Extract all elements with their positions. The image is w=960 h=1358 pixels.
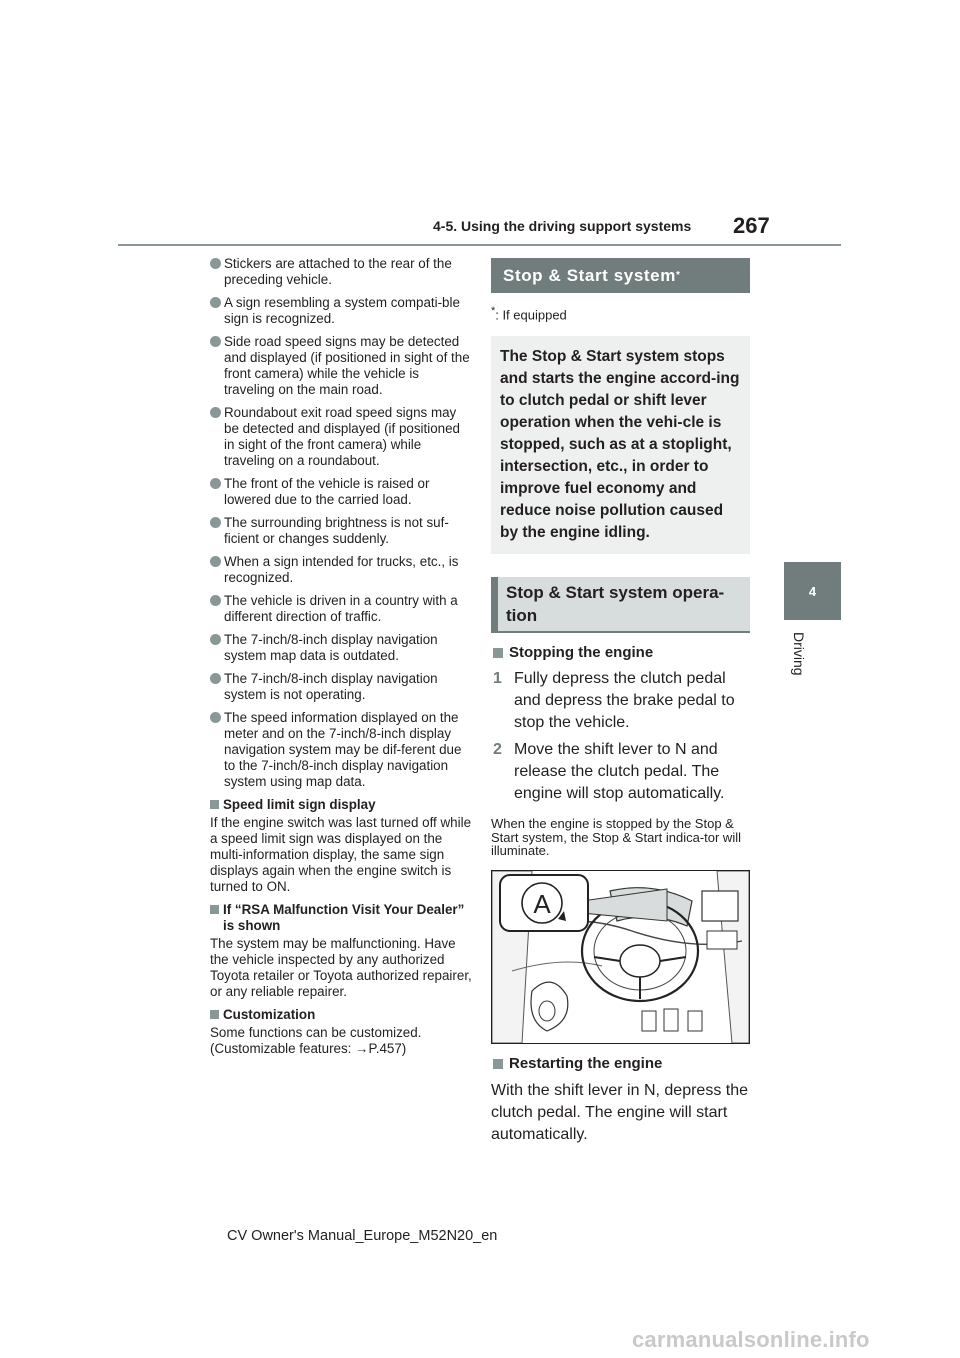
list-item: When a sign intended for trucks, etc., is recognized. (210, 554, 472, 586)
bullet-icon (210, 478, 221, 489)
footnote-text: : If equipped (495, 307, 567, 323)
list-item: The 7-inch/8-inch display navigation system map data is outdated. (210, 632, 472, 664)
intro-box: The Stop & Start system stops and starts the engine accord-ing to clutch pedal or shift lever operation when the vehi-cle is stopped, such as at a stoplight, intersection, etc., in order to improve fuel economy and reduce noise pollution caused by the engine idling. (491, 336, 750, 554)
speed-limit-text: If the engine switch was last turned off while a speed limit sign was displayed on the multi-information display, the same sign displays again when the engine switch is turned to ON. (210, 815, 472, 894)
page-number: 267 (733, 213, 770, 238)
bullet-icon (210, 556, 221, 567)
step-item (491, 668, 750, 734)
left-column (210, 256, 472, 1064)
bullet-icon (210, 336, 221, 347)
section-title: Stop & Start system (503, 265, 676, 285)
bullet-icon (210, 517, 221, 528)
condition-list (210, 256, 472, 790)
list-item: Roundabout exit road speed signs may be detected and displayed (if positioned in sight of the front camera) while traveling on a roundabout. (210, 405, 472, 469)
step-number: 1 (493, 670, 502, 688)
customization-heading: Customization (210, 1007, 472, 1023)
operation-section-title: Stop & Start system opera-tion (491, 577, 750, 633)
step-text: Move the shift lever to N and release the clutch pedal. The engine will stop automatically. (514, 741, 725, 803)
right-column (491, 258, 750, 1146)
section-title-bar (491, 258, 750, 293)
step-number: 2 (493, 741, 502, 759)
step-item (491, 739, 750, 805)
speed-limit-heading: Speed limit sign display (210, 797, 472, 813)
chapter-label: Driving (791, 632, 807, 676)
chapter-number: 4 (808, 583, 817, 599)
running-header: 4-5. Using the driving support systems (433, 218, 692, 234)
square-bullet-icon (210, 905, 219, 914)
header-divider (118, 244, 841, 246)
bullet-icon (210, 407, 221, 418)
footnote (491, 305, 750, 322)
list-item: The 7-inch/8-inch display navigation system is not operating. (210, 671, 472, 703)
steering-wheel-illustration (492, 871, 749, 1043)
rsa-heading: If “RSA Malfunction Visit Your Dealer” is shown (210, 902, 472, 934)
bullet-icon (210, 595, 221, 606)
list-item: The vehicle is driven in a country with a different direction of traffic. (210, 593, 472, 625)
restarting-heading: Restarting the engine (491, 1054, 750, 1074)
footnote-mark: * (491, 305, 496, 317)
footer-manual-title: CV Owner's Manual_Europe_M52N20_en (227, 1228, 498, 1244)
section-asterisk: * (675, 270, 681, 281)
bullet-icon (210, 634, 221, 645)
stopping-heading: Stopping the engine (491, 643, 750, 663)
figure-callout-label: A (533, 888, 551, 919)
customization-text: Some functions can be customized. (Customizable features: →P.457) (210, 1025, 422, 1056)
rsa-text: The system may be malfunctioning. Have the vehicle inspected by any authorized Toyota retailer or Toyota authorized repairer, or any reliable repairer. (210, 936, 472, 999)
list-item: The front of the vehicle is raised or lowered due to the carried load. (210, 476, 472, 508)
step-text: Fully depress the clutch pedal and depress the brake pedal to stop the vehicle. (514, 670, 735, 732)
bullet-icon (210, 673, 221, 684)
list-item: Stickers are attached to the rear of the preceding vehicle. (210, 256, 472, 288)
bullet-icon (210, 712, 221, 723)
restarting-text: With the shift lever in N, depress the clutch pedal. The engine will start automatically. (491, 1081, 748, 1143)
bullet-icon (210, 258, 221, 269)
list-item: The surrounding brightness is not suf-ficient or changes suddenly. (210, 515, 472, 547)
chapter-tab[interactable] (784, 562, 841, 620)
square-bullet-icon (493, 648, 503, 658)
list-item: Side road speed signs may be detected and displayed (if positioned in sight of the front camera) while the vehicle is traveling on the main road. (210, 334, 472, 398)
bullet-icon (210, 297, 221, 308)
square-bullet-icon (210, 1010, 219, 1019)
dashboard-illustration (491, 870, 750, 1044)
square-bullet-icon (493, 1059, 503, 1069)
list-item: A sign resembling a system compati-ble sign is recognized. (210, 295, 472, 327)
stop-note: When the engine is stopped by the Stop & Start system, the Stop & Start indica-tor will illuminate. (491, 816, 741, 859)
square-bullet-icon (210, 800, 219, 809)
list-item: The speed information displayed on the meter and on the 7-inch/8-inch display navigation system may be dif-ferent due to the 7-inch/8-inch display navigation system using map data. (210, 710, 472, 790)
watermark: carmanualsonline.info (632, 1327, 870, 1352)
